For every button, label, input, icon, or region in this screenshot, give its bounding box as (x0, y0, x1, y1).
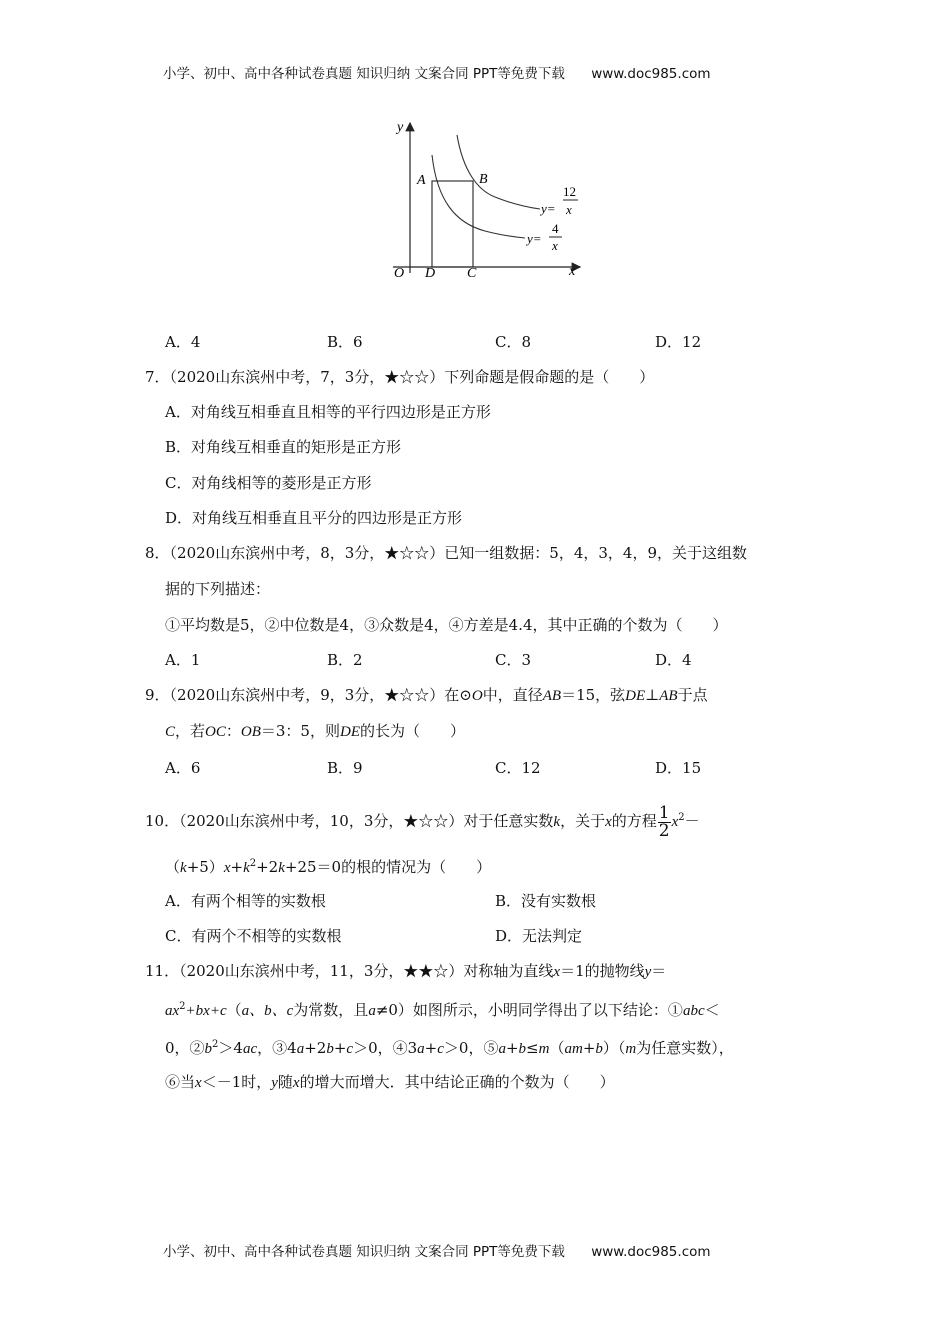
q8-stem-line3: ①平均数是5，②中位数是4，③众数是4，④方差是4.4，其中正确的个数为（ ） (165, 616, 728, 634)
origin-label: O (394, 266, 405, 281)
q9-option-a[interactable]: A．6 (165, 759, 201, 777)
q7-option-c[interactable]: C．对角线相等的菱形是正方形 (165, 474, 372, 492)
q7-option-a[interactable]: A．对角线互相垂直且相等的平行四边形是正方形 (165, 403, 491, 421)
q10-stem-line2: $(k+5)x+k^2+2k+25=0$的根的情况为（ ） (165, 858, 492, 876)
q7-option-b[interactable]: B．对角线互相垂直的矩形是正方形 (165, 438, 402, 456)
curve1-num: 12 (563, 184, 576, 199)
q10-stem-line1: 10．（2020山东滨州中考，10，3分，★☆☆）对于任意实数k，关于x的方程 $\frac{1}{2}$ $x^2-$ (145, 802, 700, 841)
q8-stem-line1: 8．（2020山东滨州中考，8，3分，★☆☆）已知一组数据：5，4，3，4，9，关于这组数 (145, 544, 748, 562)
q9-stem-line2: C，若OC：OB＝3：5，则DE的长为（ ） (165, 722, 465, 740)
curve1-lhs: y= (541, 201, 556, 216)
curve-4-over-x (432, 155, 525, 238)
q7-stem: 7．（2020山东滨州中考，7，3分，★☆☆）下列命题是假命题的是（ ） (145, 368, 655, 386)
q11-stem-line4: ⑥当x＜－1时，y随x的增大而增大．其中结论正确的个数为（ ） (165, 1073, 615, 1091)
q8-option-a[interactable]: A．1 (165, 651, 201, 669)
q8-option-b[interactable]: B．2 (327, 651, 363, 669)
curve-12-over-x (457, 135, 540, 209)
q9-stem-line1: 9．（2020山东滨州中考，9，3分，★☆☆）在⊙O中，直径AB＝15，弦DE⊥AB于点 (145, 686, 708, 704)
curve1-den: x (566, 202, 572, 217)
q10-option-d[interactable]: D．无法判定 (495, 927, 583, 945)
q9-option-d[interactable]: D．15 (655, 759, 702, 777)
footer-site-link[interactable]: www.doc985.com (591, 1244, 711, 1260)
q10-option-a[interactable]: A．有两个相等的实数根 (165, 892, 326, 910)
q6-option-a[interactable]: A．4 (165, 333, 201, 351)
point-a-label: A (417, 173, 426, 188)
page-footer (163, 1240, 711, 1260)
q11-stem-line3: 0，$②b^2>4ac$，③4a+2b+c＞0，④3a+c＞0，⑤a+b≤m（am+b）（m为任意实数）， (165, 1039, 734, 1057)
q11-stem-line1: 11．（2020山东滨州中考，11，3分，★★☆）对称轴为直线x＝1的抛物线y＝ (145, 962, 667, 980)
point-b-label: B (479, 172, 488, 187)
q7-option-d[interactable]: D．对角线互相垂直且平分的四边形是正方形 (165, 509, 463, 527)
y-axis-label: y (397, 120, 404, 135)
q10-option-c[interactable]: C．有两个不相等的实数根 (165, 927, 342, 945)
x-axis-label: x (569, 264, 576, 279)
footer-text: 小学、初中、高中各种试卷真题 知识归纳 文案合同 PPT等免费下载 (163, 1244, 565, 1260)
point-d-label: D (425, 266, 436, 281)
q8-stem-line2: 据的下列描述： (165, 580, 271, 598)
curve2-num: 4 (552, 221, 559, 236)
q9-option-c[interactable]: C．12 (495, 759, 541, 777)
q9-option-b[interactable]: B．9 (327, 759, 363, 777)
hyperbola-figure (385, 115, 590, 285)
q11-stem-line2: $ax^2+bx+c(a$、b、c为常数，且a≠0）如图所示，小明同学得出了以下结论：①abc＜ (165, 1001, 720, 1019)
point-c-label: C (467, 266, 477, 281)
q8-option-c[interactable]: C．3 (495, 651, 532, 669)
page-header (163, 62, 711, 82)
q6-option-d[interactable]: D．12 (655, 333, 702, 351)
curve2-den: x (552, 238, 558, 253)
q10-fraction: $\frac{1}{2}$ (658, 802, 670, 841)
q10-option-b[interactable]: B．没有实数根 (495, 892, 597, 910)
q8-option-d[interactable]: D．4 (655, 651, 692, 669)
header-site-link[interactable]: www.doc985.com (591, 66, 711, 82)
curve2-lhs: y= (527, 231, 542, 246)
q6-option-c[interactable]: C．8 (495, 333, 532, 351)
q6-option-b[interactable]: B．6 (327, 333, 363, 351)
header-text: 小学、初中、高中各种试卷真题 知识归纳 文案合同 PPT等免费下载 (163, 66, 565, 82)
